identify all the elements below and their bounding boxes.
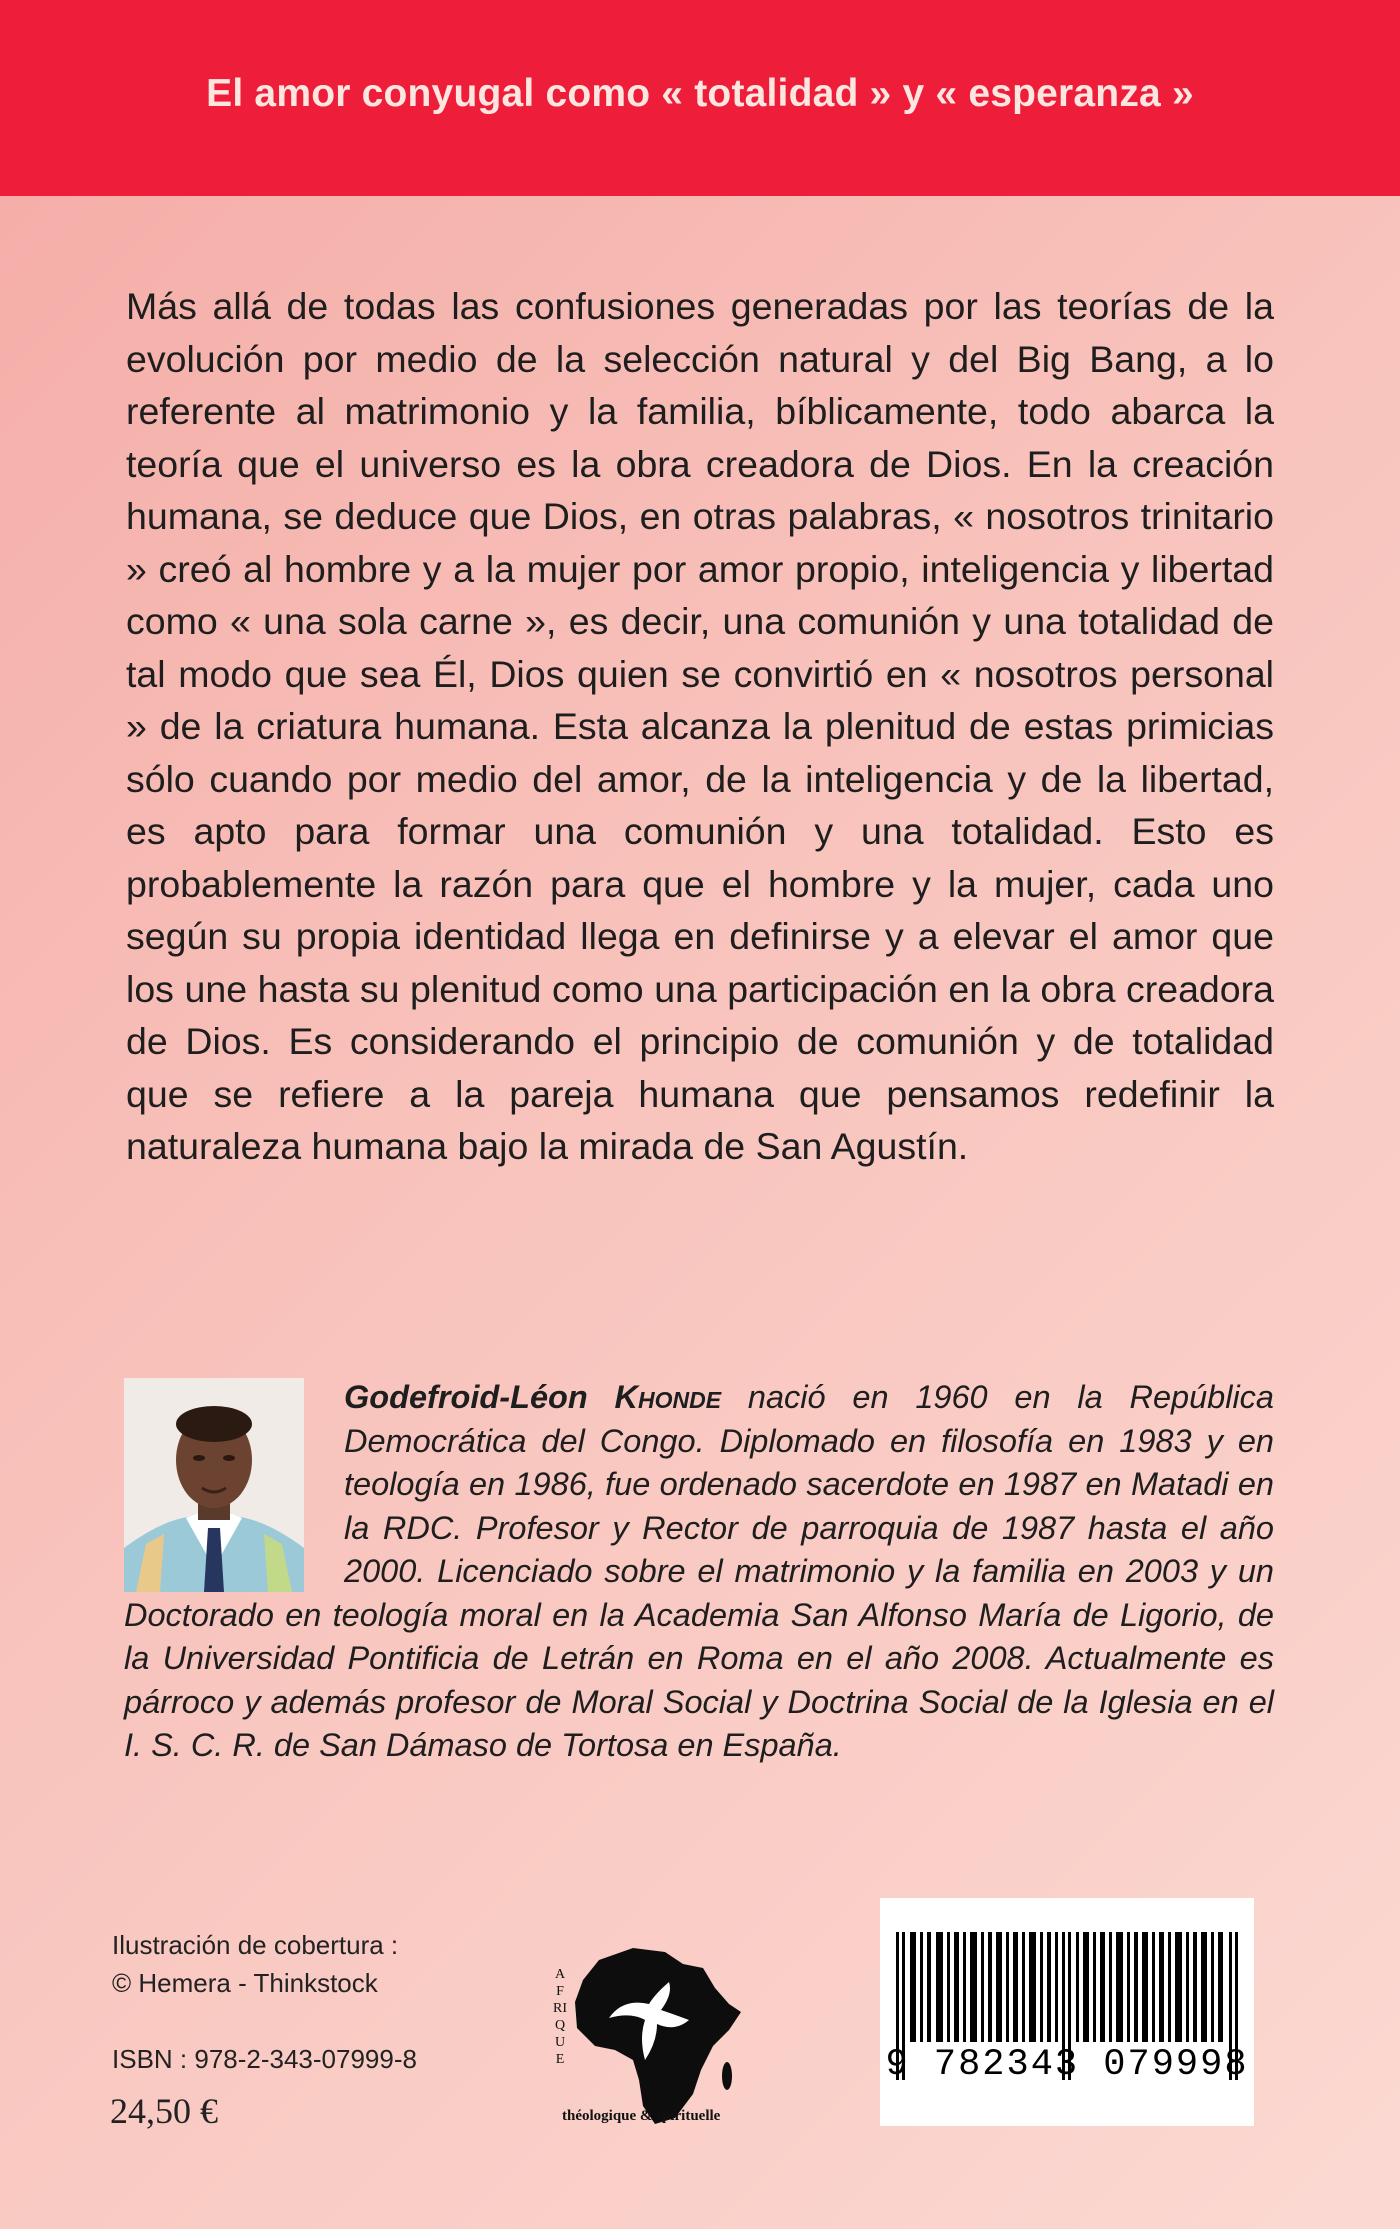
barcode-digits: 9 782343 079998 — [885, 2044, 1249, 2086]
logo-caption: théologique & spirituelle — [562, 2108, 721, 2124]
credits-source: © Hemera - Thinkstock — [112, 1968, 378, 1998]
credits-label: Ilustración de cobertura : — [112, 1930, 399, 1960]
author-first-name: Godefroid-Léon — [344, 1379, 588, 1415]
author-bio-text: nació en 1960 en la República Democrática del Congo. Diplomado en filosofía en 1983 y en teología en 1986, fue ordenado sacerdote en 1987 en Matadi en la RDC. Profesor y Rector de parroquia de 1987 hasta el año 2000. Licenciado sobre el matrimonio y la familia en 2003 y un Doctorado en teología moral en la Academia San Alfonso María de Ligorio, de la Universidad Pontificia de Letrán en Roma en el año 2008. Actualmente es párroco y además profesor de Moral Social y Doctrina Social de la Iglesia en el I. S. C. R. de San Dámaso de Tortosa en España. — [124, 1379, 1275, 1763]
back-cover-blurb: Más allá de todas las confusiones generadas por las teorías de la evolución por medio de la selección natural y del Big Bang, a lo referente al matrimonio y la familia, bíblicamente, todo abarca la teoría que el universo es la obra creadora de Dios. En la creación humana, se deduce que Dios, en otras palabras, « nosotros trinitario » creó al hombre y a la mujer por amor propio, inteligencia y libertad como « una sola carne », es decir, una comunión y una totalidad de tal modo que sea Él, Dios quien se convirtió en « nosotros personal » de la criatura humana. Esta alcanza la plenitud de estas primicias sólo cuando por medio del amor, de la inteligencia y de la libertad, es apto para formar una comunión y una totalidad. Esto es probablemente la razón para que el hombre y la mujer, cada uno según su propia identidad llega en definirse y a elevar el amor que los une hasta su plenitud como una participación en la obra creadora de Dios. Es considerando el principio de comunión y de totalidad que se refiere a la pareja humana que pensamos redefinir la naturaleza humana bajo la mirada de San Agustín. — [126, 285, 1274, 1167]
barcode — [880, 1898, 1254, 2126]
series-title: El amor conyugal como « totalidad » y « esperanza » — [206, 72, 1194, 115]
logo-side-text: AFRIQUE — [553, 1967, 567, 2067]
author-bio — [124, 1376, 1274, 1768]
isbn: ISBN : 978-2-343-07999-8 — [112, 2044, 417, 2074]
author-surname: Khonde — [614, 1379, 722, 1415]
cover-credits — [112, 1926, 398, 2002]
header-band — [0, 0, 1400, 196]
price: 24,50 € — [110, 2091, 218, 2131]
